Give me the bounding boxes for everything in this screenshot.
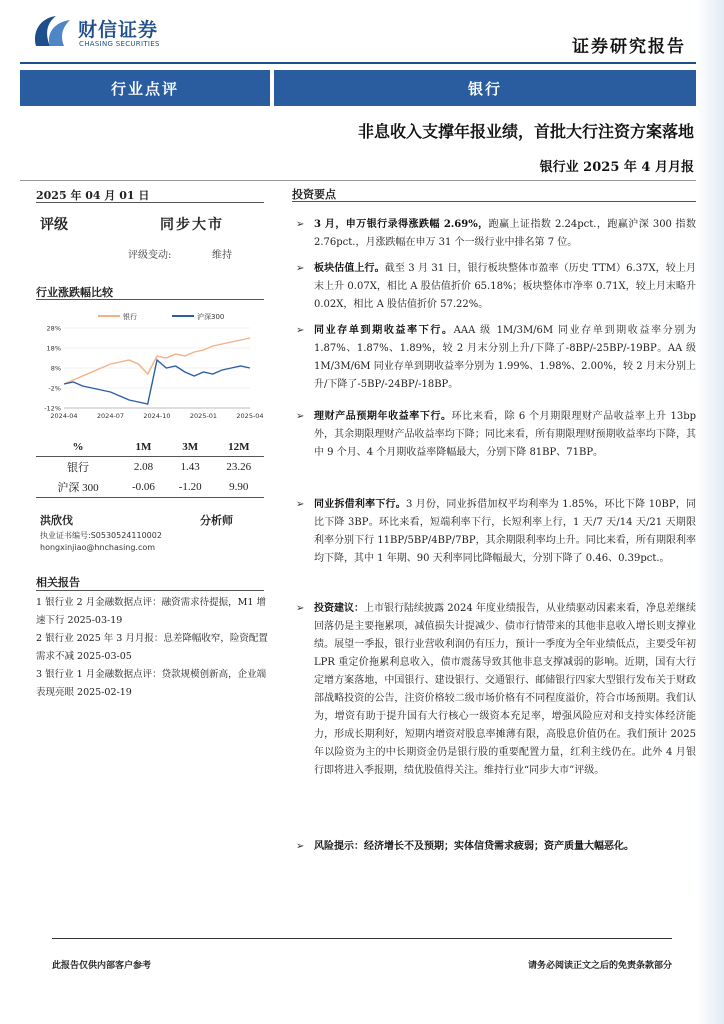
table-row [36, 477, 264, 498]
perf-cell: 2.08 [133, 461, 154, 473]
x-tick-label: 2024-10 [143, 412, 171, 420]
key-point-bold: 3 月，申万银行录得涨跌幅 2.69%， [314, 219, 489, 230]
y-tick-label: 8% [50, 364, 61, 373]
key-point-text: AAA 级 1M/3M/6M 同业存单到期收益率分别为 1.87%、1.87%、1.89%，较 2 月末分别上升/下降了-8BP/-25BP/-19BP。AA 级 1M/3M/6M 同业存单到期收益率分别为 1.99%、1.98%、2.00%，较 2 月末分别上升/下降了-5BP/-24BP/-18BP。 [314, 325, 696, 390]
arrow-bullet-icon: ➢ [296, 263, 305, 274]
rating-change-value: 维持 [212, 250, 232, 261]
key-point-item [296, 496, 696, 568]
key-point-item [296, 408, 696, 462]
performance-table-header [36, 438, 264, 457]
risk-warning: 风险提示：经济增长不及预期；实体信贷需求疲弱；资产质量大幅恶化。 [314, 841, 634, 852]
rating-label: 评级 [40, 217, 68, 233]
perf-cell: 9.90 [214, 477, 264, 498]
report-category-banner: 行业点评 [20, 70, 270, 106]
key-points-heading: 投资要点 [292, 188, 336, 201]
rating-value: 同步大市 [160, 217, 224, 233]
key-point-text: 上市银行陆续披露 2024 年度业绩报告，从业绩驱动因素来看，净息差继续回落仍是主要拖累项，减值损失计提减少、债市行情带来的其他非息收入增长则支撑业绩。展望一季报，银行业营收利润仍有压力，预计一季度为全年业绩低点，主要受年初 LPR 重定价拖累利息收入，债市震荡导致其他非息支撑减弱的影响。近期，国有大行定增方案落地，中国银行、建设银行、交通银行、邮储银行四家大型银行发布关于财政部战略投资的公告，注资价格较二级市场价格有不同程度溢价，符合市场预期。我们认为，增资有助于提升国有大行核心一级资本充足率，增强风险应对和支持实体经济能力，形成长期利好，短期内增资对股息率摊薄有限，高股息价值仍在。我们预计 2025 年以险资为主的中长期资金仍是银行股的重要配置力量，红利主线仍在。此外 4 月银行即将进入季报期，绩优股值得关注。维持行业“同步大市”评级。 [314, 603, 696, 776]
y-tick-label: -2% [48, 384, 61, 393]
arrow-bullet-icon: ➢ [296, 603, 305, 614]
key-point-text: 跑赢上证指数 2.24pct.，跑赢沪深 300 指数 2.76pct.，月涨跌幅在申万 31 个一级行业中排名第 7 位。 [314, 219, 697, 248]
perf-cell: 1.43 [180, 461, 200, 473]
perf-header-cell: 1M [120, 438, 167, 457]
logo-mark-icon [30, 12, 74, 52]
footer-notice: 此报告仅供内部客户参考 [52, 961, 152, 971]
chart-grid [64, 328, 250, 408]
analyst-certificate: 执业证书编号:S0530524110002 [40, 531, 162, 540]
related-report-item[interactable]: 1 银行业 2 月金融数据点评：融资需求待提振，M1 增速下行 2025-03-19 [36, 597, 266, 626]
page-edge-decoration [696, 0, 724, 1024]
report-subtitle: 银行业 2025 年 4 月月报 [539, 160, 694, 175]
y-tick-label: 28% [46, 324, 61, 333]
x-tick-label: 2024-04 [50, 412, 78, 420]
report-title: 非息收入支撑年报业绩，首批大行注资方案落地 [357, 122, 694, 141]
key-point-item [296, 260, 696, 314]
perf-cell: 沪深 300 [36, 477, 120, 498]
report-type: 证券研究报告 [572, 37, 686, 57]
key-point-text: 3 月份，同业拆借加权平均利率为 1.85%，环比下降 10BP，同比下降 3BP。环比来看，短端利率下行，长短利率上行，1 天/7 天/14 天/21 天期限利率分别下行 11BP/5BP/4BP/7BP，其余期限利率均上升。同比来看，所有期限利率均下降，其中 1 年期、90 天利率同比降幅最大，分别下降了 0.46、0.39pct.。 [314, 499, 697, 564]
chart-section-divider [36, 299, 264, 300]
analyst-email[interactable]: hongxinjiao@hnchasing.com [40, 543, 156, 552]
key-point-bold: 同业存单到期收益率下行。 [314, 325, 454, 336]
key-point-item [296, 322, 696, 394]
industry-performance-chart [36, 306, 264, 426]
arrow-bullet-icon: ➢ [296, 499, 305, 510]
related-report-item[interactable]: 3 银行业 1 月金融数据点评：贷款规模创新高，企业端表现亮眼 2025-02-19 [36, 669, 267, 698]
related-reports-heading: 相关报告 [36, 576, 80, 589]
x-tick-label: 2024-07 [96, 412, 125, 420]
header-divider [20, 62, 696, 64]
key-point-bold: 理财产品预期年收益率下行。 [314, 411, 452, 422]
key-point-item [296, 216, 696, 252]
analyst-name: 洪欣伐 [40, 514, 73, 527]
report-date: 2025 年 04 月 01 日 [36, 189, 150, 202]
chart-y-ticks [44, 325, 61, 413]
key-point-text: 环比来看，除 6 个月期限理财产品收益率上升 13bp 外，其余期限理财产品收益率均下降；同比来看，所有期限理财预期收益率均下降，其中 9 个月、4 个月期收益率降幅最大，分别下降 81BP、71BP。 [314, 411, 696, 458]
industry-banner: 银行 [274, 70, 696, 106]
related-report-item[interactable]: 2 银行业 2025 年 3 月月报：息差降幅收窄，险资配置需求不减 2025-03-05 [36, 633, 268, 662]
logo-english-name: CHASING SECURITIES [79, 40, 160, 48]
rating-change-label: 评级变动: [128, 250, 172, 261]
logo-chinese-name: 财信证券 [78, 19, 159, 41]
perf-header-cell: 12M [214, 438, 264, 457]
arrow-bullet-icon: ➢ [296, 219, 305, 230]
perf-header-cell: % [36, 438, 120, 457]
footer-disclaimer-link[interactable]: 请务必阅读正文之后的免责条款部分 [527, 961, 672, 971]
legend-label: 沪深300 [197, 313, 225, 321]
chart-section-heading: 行业涨跌幅比较 [36, 286, 113, 299]
table-row [36, 457, 264, 478]
chart-x-ticks [50, 412, 263, 420]
key-point-text: 截至 3 月 31 日，银行板块整体市盈率（历史 TTM）6.37X，较上月末上升 0.07X，相比 A 股估值折价 65.18%；板块整体市净率 0.71X，较上月末略升 0.02X，相比 A 股估值折价 57.22%。 [314, 263, 696, 310]
key-point-bold: 投资建议： [314, 603, 365, 614]
perf-cell: -0.06 [120, 477, 167, 498]
arrow-bullet-icon: ➢ [296, 841, 305, 852]
date-divider [36, 202, 264, 203]
chart-legend [98, 312, 224, 321]
title-divider [20, 180, 696, 181]
perf-header-cell: 3M [167, 438, 214, 457]
key-point-item [296, 600, 696, 780]
y-tick-label: 18% [46, 344, 61, 353]
legend-label: 银行 [123, 313, 137, 321]
y-tick-label: -12% [44, 404, 61, 413]
arrow-bullet-icon: ➢ [296, 325, 305, 336]
key-point-bold: 板块估值上行。 [314, 263, 385, 274]
key-points-divider [292, 201, 696, 202]
x-tick-label: 2025-01 [189, 412, 218, 420]
analyst-title: 分析师 [200, 514, 233, 527]
perf-cell: 银行 [67, 462, 90, 474]
company-logo [30, 12, 190, 52]
perf-cell: 23.26 [226, 461, 252, 473]
arrow-bullet-icon: ➢ [296, 411, 305, 422]
footer-divider [52, 938, 672, 939]
key-point-item [296, 838, 696, 856]
key-point-bold: 同业拆借利率下行。 [314, 499, 406, 510]
related-divider [36, 590, 264, 591]
x-tick-label: 2025-04 [236, 412, 264, 420]
series-line-hs300 [64, 360, 250, 404]
performance-table [36, 438, 264, 498]
perf-cell: -1.20 [167, 477, 214, 498]
